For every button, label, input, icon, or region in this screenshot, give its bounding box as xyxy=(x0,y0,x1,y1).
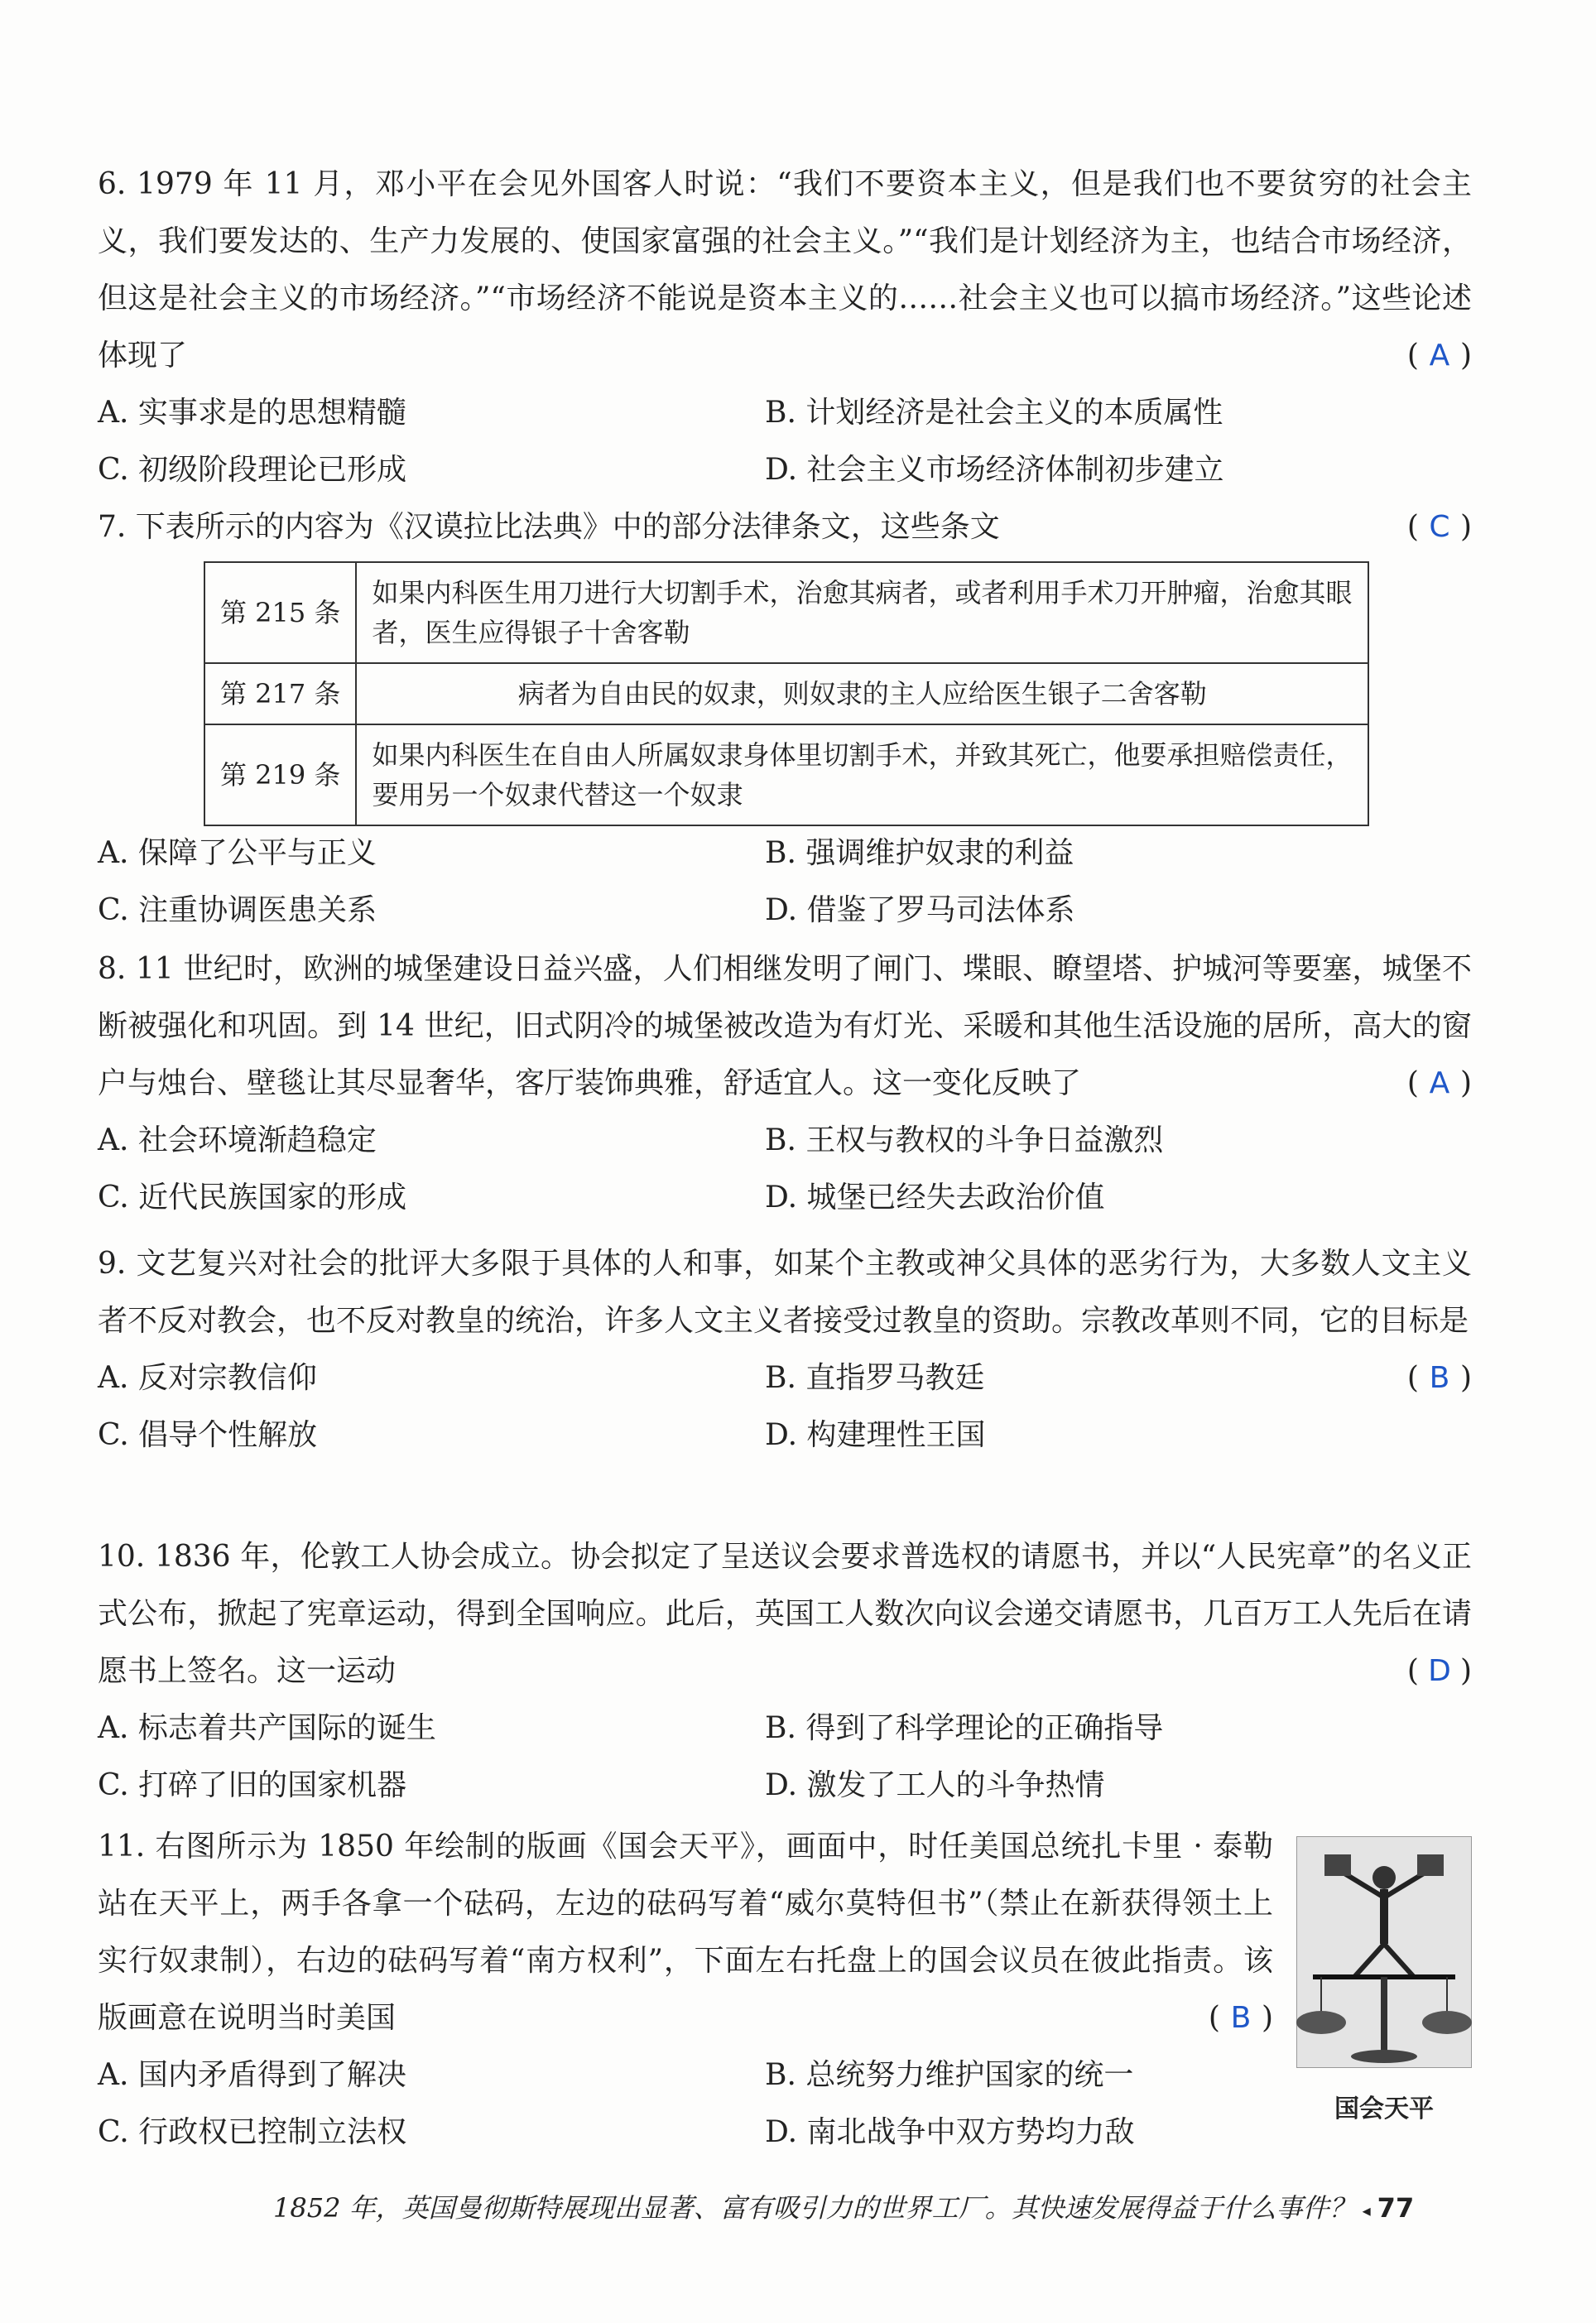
question-stem: 6. 1979 年 11 月，邓小平在会见外国客人时说：“我们不要资本主义，但是我们也不要贫穷的社会主义，我们要发达的、生产力发展的、使国家富强的社会主义。”“我们是计划经济为主，也结合市场经济，但这是社会主义的市场经济。”“市场经济不能说是资本主义的……社会主义也可以搞市场经济。”这些论述体现了 ( A ) xyxy=(98,156,1472,384)
question-9 xyxy=(98,1235,1472,1464)
question-10 xyxy=(98,1528,1472,1814)
answer-bracket: ( C ) xyxy=(1407,498,1472,556)
question-11-options xyxy=(98,2046,1472,2161)
answer-bracket: ( D ) xyxy=(1407,1642,1472,1700)
option-d: D. 借鉴了罗马司法体系 xyxy=(765,893,1075,927)
option-a: A. 保障了公平与正义 xyxy=(98,836,377,870)
page-number: 77 xyxy=(1377,2192,1415,2224)
option-a: A. 实事求是的思想精髓 xyxy=(98,396,406,430)
option-c: C. 近代民族国家的形成 xyxy=(98,1181,407,1214)
article-number: 第 217 条 xyxy=(204,663,356,724)
answer-letter: B xyxy=(1429,1361,1450,1395)
option-b: B. 直指罗马教廷 xyxy=(765,1361,985,1395)
option-d: D. 社会主义市场经济体制初步建立 xyxy=(765,453,1224,487)
option-c: C. 初级阶段理论已形成 xyxy=(98,453,407,487)
option-a: A. 社会环境渐趋稳定 xyxy=(98,1123,377,1157)
option-d: D. 南北战争中双方势均力敌 xyxy=(765,2115,1135,2149)
article-text: 如果内科医生在自由人所属奴隶身体里切割手术，并致其死亡，他要承担赔偿责任，要用另一个奴隶代替这一个奴隶 xyxy=(356,724,1368,825)
article-text: 病者为自由民的奴隶，则奴隶的主人应给医生银子二舍客勒 xyxy=(356,663,1368,724)
option-c: C. 行政权已控制立法权 xyxy=(98,2115,407,2149)
answer-bracket: ( B ) xyxy=(1209,1989,1273,2046)
law-table xyxy=(204,561,1369,826)
balance-scale-cartoon-image xyxy=(1296,1836,1472,2068)
options xyxy=(98,1349,1472,1464)
option-b: B. 总统努力维护国家的统一 xyxy=(765,2058,1134,2092)
option-c: C. 打碎了旧的国家机器 xyxy=(98,1768,407,1802)
article-text: 如果内科医生用刀进行大切割手术，治愈其病者，或者利用手术刀开肿瘤，治愈其眼者，医生应得银子十舍客勒 xyxy=(356,562,1368,663)
question-stem: 10. 1836 年，伦敦工人协会成立。协会拟定了呈送议会要求普选权的请愿书，并以“人民宪章”的名义正式公布，掀起了宪章运动，得到全国响应。此后，英国工人数次向议会递交请愿书，几百万工人先后在请愿书上签名。这一运动 ( D ) xyxy=(98,1528,1472,1700)
article-number: 第 215 条 xyxy=(204,562,356,663)
question-stem: 7. 下表所示的内容为《汉谟拉比法典》中的部分法律条文，这些条文 ( C ) xyxy=(98,498,1472,556)
option-b: B. 计划经济是社会主义的本质属性 xyxy=(765,396,1223,430)
option-a: A. 反对宗教信仰 xyxy=(98,1361,317,1395)
question-8 xyxy=(98,940,1472,1226)
question-stem: 9. 文艺复兴对社会的批评大多限于具体的人和事，如某个主教或神父具体的恶劣行为，大多数人文主义者不反对教会，也不反对教皇的统治，许多人文主义者接受过教皇的资助。宗教改革则不同，它的目标是 ( B ) xyxy=(98,1235,1472,1349)
option-d: D. 城堡已经失去政治价值 xyxy=(765,1181,1105,1214)
answer-letter: C xyxy=(1429,510,1450,544)
question-stem: 8. 11 世纪时，欧洲的城堡建设日益兴盛，人们相继发明了闸门、堞眼、瞭望塔、护城河等要塞，城堡不断被强化和巩固。到 14 世纪，旧式阴冷的城堡被改造为有灯光、采暖和其他生活设施的居所，高大的窗户与烛台、壁毯让其尽显奢华，客厅装饰典雅，舒适宜人。这一变化反映了 ( A ) xyxy=(98,940,1472,1112)
options xyxy=(98,1112,1472,1226)
table-row xyxy=(204,724,1368,825)
question-7-options xyxy=(98,825,1472,939)
option-a: A. 标志着共产国际的诞生 xyxy=(98,1711,436,1745)
answer-letter: A xyxy=(1429,339,1450,373)
option-b: B. 王权与教权的斗争日益激烈 xyxy=(765,1123,1164,1157)
question-11 xyxy=(98,1818,1273,2046)
article-number: 第 219 条 xyxy=(204,724,356,825)
answer-letter: B xyxy=(1230,2001,1252,2035)
answer-bracket: ( B ) xyxy=(1407,1349,1472,1407)
option-a: A. 国内矛盾得到了解决 xyxy=(98,2058,406,2092)
question-7 xyxy=(98,498,1472,556)
options xyxy=(98,825,1472,939)
footer-question: 1852 年，英国曼彻斯特展现出显著、富有吸引力的世界工厂。其快速发展得益于什么事件？ xyxy=(273,2192,1356,2224)
option-c: C. 倡导个性解放 xyxy=(98,1418,318,1452)
triangle-left-icon: ◂ xyxy=(1362,2200,1371,2220)
option-b: B. 强调维护奴隶的利益 xyxy=(765,836,1074,870)
table-row xyxy=(204,663,1368,724)
answer-letter: A xyxy=(1429,1066,1450,1100)
answer-bracket: ( A ) xyxy=(1407,327,1472,384)
question-6 xyxy=(98,156,1472,498)
cartoon-figure xyxy=(1296,1836,1472,2124)
answer-letter: D xyxy=(1428,1654,1451,1688)
options xyxy=(98,384,1472,498)
question-stem: 11. 右图所示为 1850 年绘制的版画《国会天平》，画面中，时任美国总统扎卡里 · 泰勒站在天平上，两手各拿一个砝码，左边的砝码写着“威尔莫特但书”（禁止在新获得领土上实行奴隶制），右边的砝码写着“南方权利”，下面左右托盘上的国会议员在彼此指责。该版画意在说明当时美国 ( B ) xyxy=(98,1818,1273,2046)
option-d: D. 构建理性王国 xyxy=(765,1418,986,1452)
option-d: D. 激发了工人的斗争热情 xyxy=(765,1768,1105,1802)
figure-caption: 国会天平 xyxy=(1334,2095,1434,2123)
table-row xyxy=(204,562,1368,663)
options xyxy=(98,1700,1472,1814)
options xyxy=(98,2046,1472,2161)
answer-bracket: ( A ) xyxy=(1407,1055,1472,1112)
page-footer xyxy=(273,2187,1414,2225)
option-c: C. 注重协调医患关系 xyxy=(98,893,377,927)
option-b: B. 得到了科学理论的正确指导 xyxy=(765,1711,1164,1745)
